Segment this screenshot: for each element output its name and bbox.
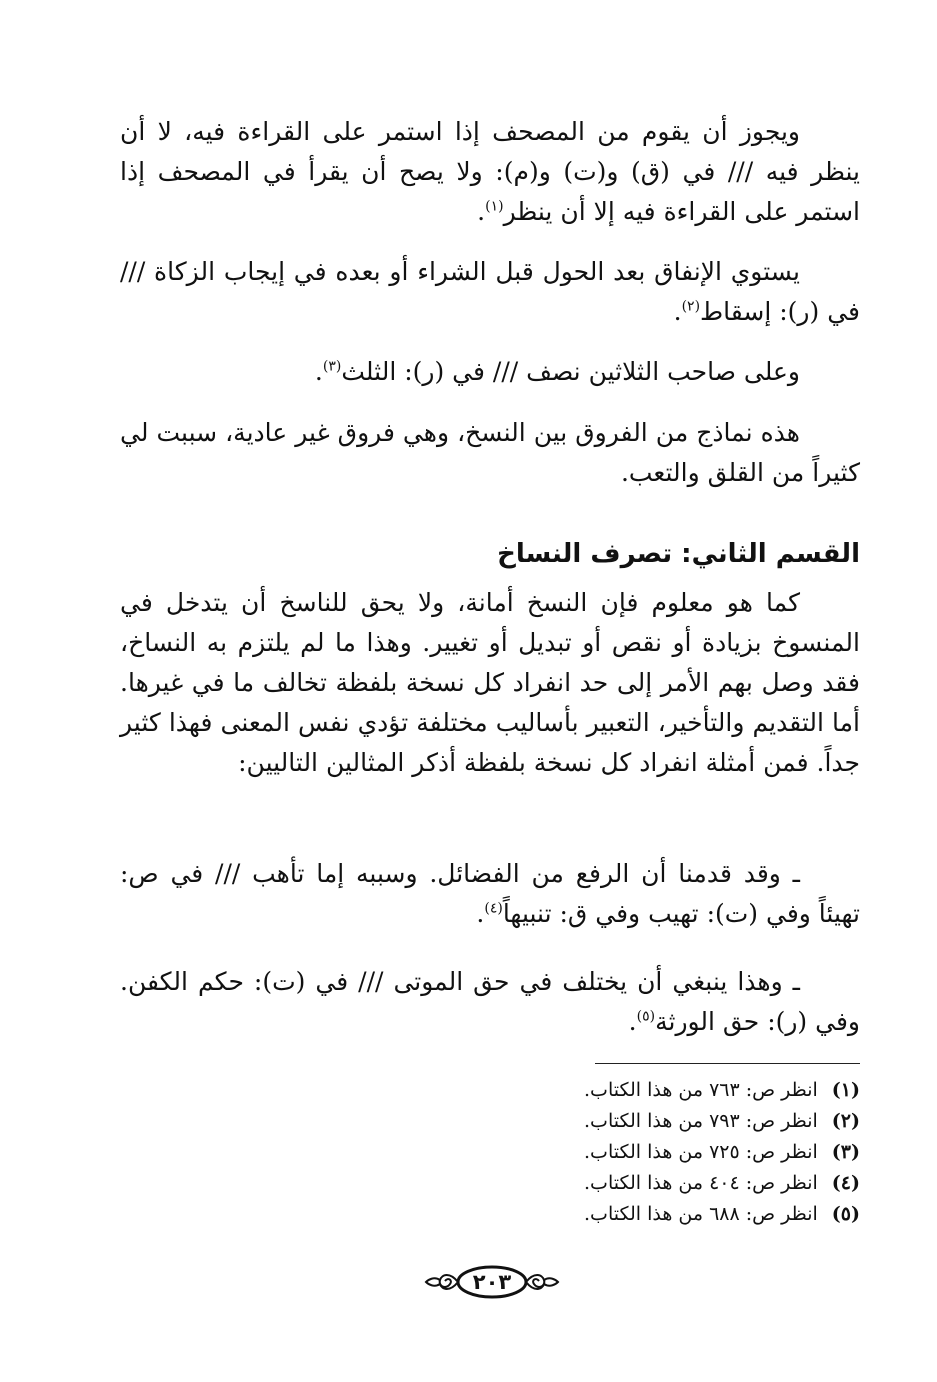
paragraph-3-text: وعلى صاحب الثلاثين نصف /// في (ر): الثلث <box>341 357 800 386</box>
paragraph-6-text: ـ وقد قدمنا أن الرفع من الفضائل. وسببه إما تأهب /// في ص: تهيئاً وفي (ت): تهيب وفي ق: تنبيهاً <box>120 859 860 928</box>
page-number: ٢٠٣ <box>472 1270 512 1294</box>
paragraph-7-end: . <box>628 1007 637 1036</box>
footnote-4 <box>500 1168 860 1199</box>
footnote-number: (٥) <box>831 1203 860 1225</box>
paragraph-1 <box>120 112 860 232</box>
paragraph-2 <box>120 252 860 332</box>
footnote-ref-5: (٥) <box>636 1008 656 1025</box>
paragraph-7-text: ـ وهذا ينبغي أن يختلف في حق الموتى /// في (ت): حكم الكفن. وفي (ر): حق الورثة <box>120 967 860 1036</box>
footnote-number: (٢) <box>831 1110 860 1132</box>
page-number-ornament <box>420 1262 564 1302</box>
paragraph-3-end: . <box>314 357 323 386</box>
footnote-text: انظر ص: ٧٩٣ من هذا الكتاب. <box>584 1110 818 1132</box>
paragraph-4-text: هذه نماذج من الفروق بين النسخ، وهي فروق غير عادية، سببت لي كثيراً من القلق والتعب. <box>120 418 860 487</box>
footnote-ref-1: (١) <box>485 198 504 215</box>
footnote-ref-3: (٣) <box>322 358 342 375</box>
section-heading: القسم الثاني: تصرف النساخ <box>497 539 860 569</box>
paragraph-7 <box>120 962 860 1042</box>
footnote-separator <box>595 1063 860 1064</box>
paragraph-5 <box>120 583 860 783</box>
section-heading-block <box>120 534 860 574</box>
footnotes <box>500 1075 860 1230</box>
footnote-2 <box>500 1106 860 1137</box>
paragraph-6 <box>120 854 860 934</box>
paragraph-6-end: . <box>476 899 485 928</box>
footnote-text: انظر ص: ٧٢٥ من هذا الكتاب. <box>584 1141 818 1163</box>
footnote-number: (٣) <box>831 1141 860 1163</box>
paragraph-4 <box>120 413 860 493</box>
footnote-ref-2: (٢) <box>681 298 701 315</box>
footnote-ref-4: (٤) <box>484 900 503 917</box>
paragraph-1-text: ويجوز أن يقوم من المصحف إذا استمر على القراءة فيه، لا أن ينظر فيه /// في (ق) و(ت) و(م): ولا يصح أن يقرأ في المصحف إذا استمر على القراءة فيه إلا أن ينظر <box>120 117 860 226</box>
footnote-5 <box>500 1199 860 1230</box>
paragraph-5-text: كما هو معلوم فإن النسخ أمانة، ولا يحق للناسخ أن يتدخل في المنسوخ بزيادة أو نقص أو تبديل أو تغيير. وهذا ما لم يلتزم به النساخ، فقد وصل بهم الأمر إلى حد انفراد كل نسخة بلفظة تخالف ما في غيرها. أما التقديم والتأخير، التعبير بأساليب مختلفة تؤدي نفس المعنى فهذا كثير جداً. فمن أمثلة انفراد كل نسخة بلفظة أذكر المثالين التاليين: <box>120 588 860 777</box>
footnote-1 <box>500 1075 860 1106</box>
footnote-number: (١) <box>831 1079 860 1101</box>
paragraph-1-end: . <box>477 197 486 226</box>
footnote-3 <box>500 1137 860 1168</box>
footnote-text: انظر ص: ٧٦٣ من هذا الكتاب. <box>584 1079 818 1101</box>
paragraph-2-end: . <box>673 297 682 326</box>
footnote-text: انظر ص: ٦٨٨ من هذا الكتاب. <box>584 1203 818 1225</box>
footnote-number: (٤) <box>831 1172 860 1194</box>
paragraph-3 <box>120 352 860 392</box>
paragraph-2-text: يستوي الإنفاق بعد الحول قبل الشراء أو بعده في إيجاب الزكاة /// في (ر): إسقاط <box>120 257 860 326</box>
footnote-text: انظر ص: ٤٠٤ من هذا الكتاب. <box>584 1172 818 1194</box>
